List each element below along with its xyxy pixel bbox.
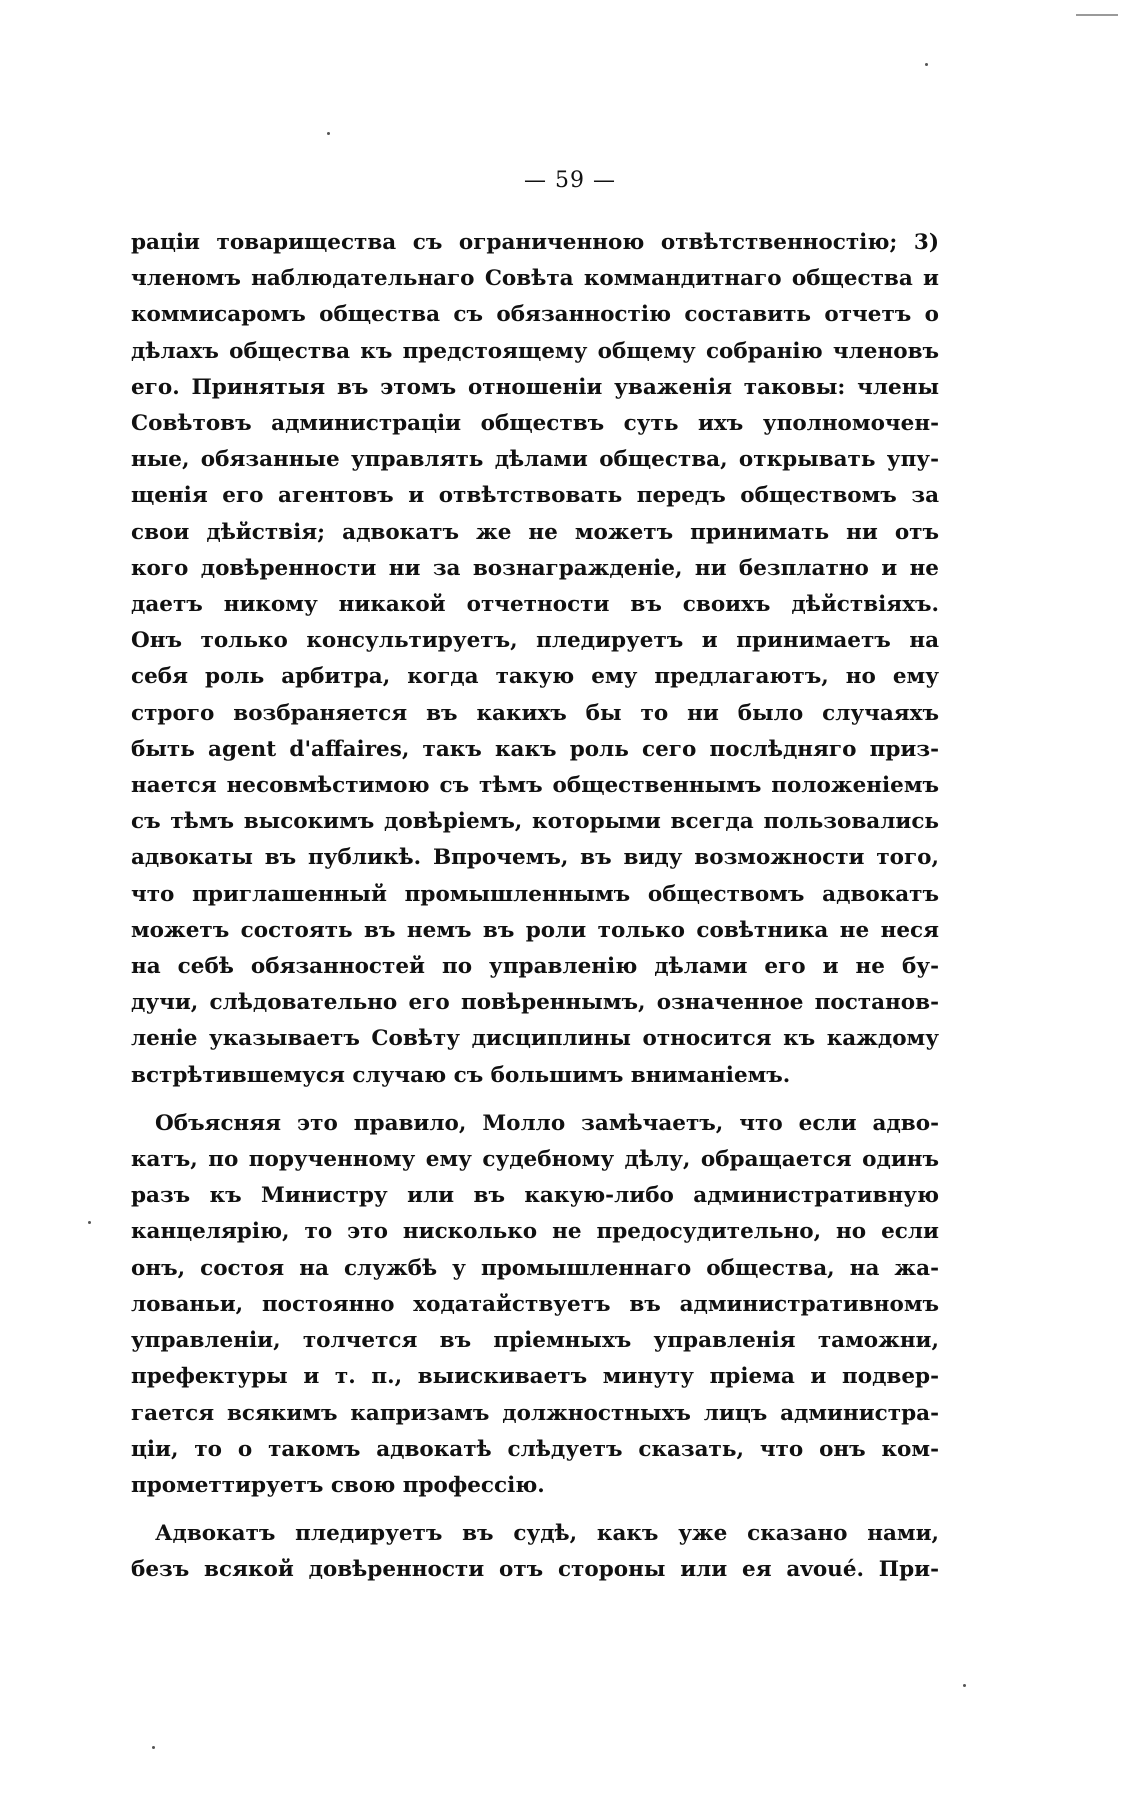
text-line: Совѣтовъ администраціи обществъ суть ихъ уполномочен- xyxy=(131,411,939,437)
text-line: лованьи, постоянно ходатайствуетъ въ административномъ xyxy=(131,1291,939,1317)
text-line: быть agent d'affaires, такъ какъ роль сего послѣдняго приз- xyxy=(131,736,939,762)
text-line: нается несовмѣстимою съ тѣмъ общественнымъ положеніемъ xyxy=(131,773,939,799)
text-line: прометтируетъ свою профессію. xyxy=(131,1472,545,1498)
text-line: управленіи, толчется въ пріемныхъ управленія таможни, xyxy=(131,1328,939,1354)
text-line: леніе указываетъ Совѣту дисциплины относится къ каждому xyxy=(131,1026,939,1052)
text-line: коммисаромъ общества съ обязанностію составить отчетъ о xyxy=(131,302,939,328)
text-line: что приглашенный промышленнымъ обществомъ адвокатъ xyxy=(131,881,939,907)
text-line: кого довѣренности ни за вознагражденіе, ни безплатно и не xyxy=(131,555,939,581)
scan-edge-rule xyxy=(1076,14,1118,16)
text-line: ные, обязанные управлять дѣлами общества, открывать упу- xyxy=(131,447,939,473)
text-line: съ тѣмъ высокимъ довѣріемъ, которыми всегда пользовались xyxy=(131,809,939,835)
paragraph-1 xyxy=(131,225,939,1094)
text-line: его. Принятыя въ этомъ отношеніи уваженія таковы: члены xyxy=(131,374,939,400)
text-line: ціи, то о такомъ адвокатѣ слѣдуетъ сказать, что онъ ком- xyxy=(131,1436,939,1462)
text-line: разъ къ Министру или въ какую-либо административную xyxy=(131,1183,939,1209)
text-line: префектуры и т. п., выискиваетъ минуту пріема и подвер- xyxy=(131,1364,939,1390)
text-line: встрѣтившемуся случаю съ большимъ вниманіемъ. xyxy=(131,1062,791,1088)
text-line: можетъ состоять въ немъ въ роли только совѣтника не неся xyxy=(131,917,939,943)
text-line: дучи, слѣдовательно его повѣреннымъ, означенное постанов- xyxy=(131,990,939,1016)
text-line: даетъ никому никакой отчетности въ своихъ дѣйствіяхъ. xyxy=(131,592,939,618)
text-line: на себѣ обязанностей по управленію дѣлами его и не бу- xyxy=(131,954,939,980)
text-line: гается всякимъ капризамъ должностныхъ лицъ администра- xyxy=(131,1400,939,1426)
text-line: членомъ наблюдательнаго Совѣта коммандитнаго общества и xyxy=(131,266,939,292)
text-line: раціи товарищества съ ограниченною отвѣтственностію; 3) xyxy=(131,230,939,255)
scan-speck xyxy=(152,1746,155,1749)
paragraph-2 xyxy=(131,1106,939,1504)
scan-speck xyxy=(327,132,330,135)
text-line: Адвокатъ пледируетъ въ судѣ, какъ уже сказано нами, xyxy=(155,1521,939,1547)
text-line: щенія его агентовъ и отвѣтствовать передъ обществомъ за xyxy=(131,483,939,509)
text-line: Объясняя это правило, Молло замѣчаетъ, что если адво- xyxy=(155,1110,939,1136)
paragraph-gap xyxy=(131,1504,939,1516)
text-line: Онъ только консультируетъ, пледируетъ и принимаетъ на xyxy=(131,628,939,654)
scan-speck xyxy=(963,1684,966,1687)
paragraph-3 xyxy=(131,1516,939,1588)
scan-speck xyxy=(88,1221,91,1224)
text-line: свои дѣйствія; адвокатъ же не можетъ принимать ни отъ xyxy=(131,519,939,545)
text-line: онъ, состоя на службѣ у промышленнаго общества, на жа- xyxy=(131,1255,939,1281)
scan-speck xyxy=(925,63,928,66)
text-line: катъ, по порученному ему судебному дѣлу, обращается одинъ xyxy=(131,1147,939,1173)
page-body xyxy=(131,225,939,1589)
text-line: канцелярію, то это нисколько не предосудительно, но если xyxy=(131,1219,939,1245)
page-number: — 59 — xyxy=(524,168,616,193)
text-line: адвокаты въ публикѣ. Впрочемъ, въ виду возможности того, xyxy=(131,845,939,871)
text-line: дѣлахъ общества къ предстоящему общему собранію членовъ xyxy=(131,338,939,364)
paragraph-gap xyxy=(131,1094,939,1106)
text-line: безъ всякой довѣренности отъ стороны или ея avoué. При- xyxy=(131,1557,939,1583)
text-line: строго возбраняется въ какихъ бы то ни было случаяхъ xyxy=(131,700,939,726)
text-line: себя роль арбитра, когда такую ему предлагаютъ, но ему xyxy=(131,664,939,690)
